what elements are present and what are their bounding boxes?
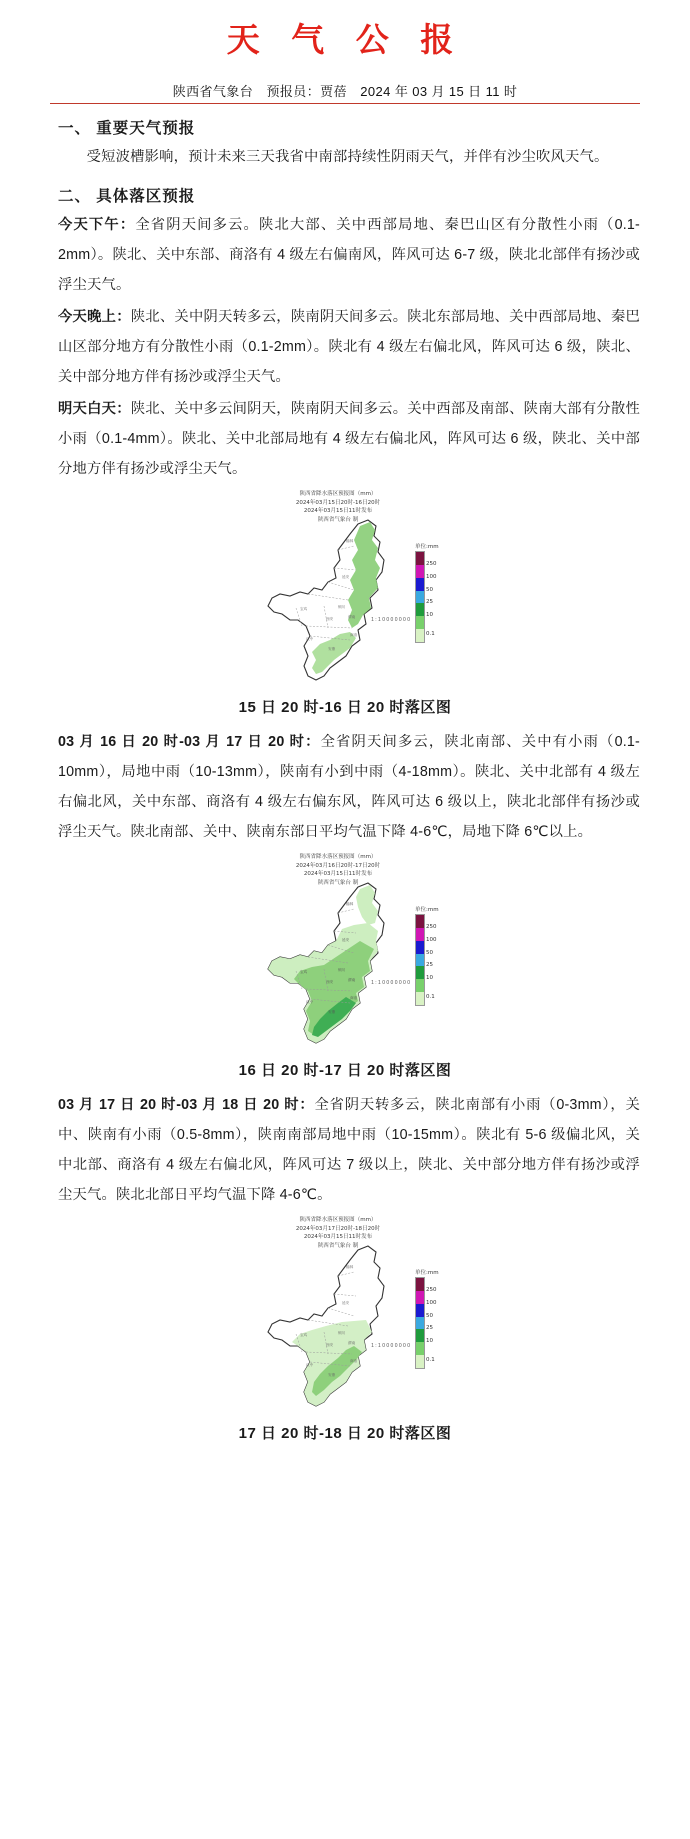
svg-text:安康: 安康 [328,1373,336,1377]
legend-tick: 25 [426,1325,433,1332]
svg-text:宝鸡: 宝鸡 [300,607,308,611]
svg-text:安康: 安康 [328,647,336,651]
map-caption-1: 15 日 20 时-16 日 20 时落区图 [238,699,452,716]
precip-legend-2 [371,905,454,1004]
legend-tick: 10 [426,1338,433,1345]
svg-text:商洛: 商洛 [350,1359,358,1363]
byline-rule [50,81,640,104]
forecast-label: 03 月 16 日 20 时-03 月 17 日 20 时： [58,734,321,750]
page-title: 天 气 公 报 [226,20,464,59]
svg-text:延安: 延安 [342,1301,350,1305]
precip-map-figure-3 [0,1216,690,1443]
svg-text:榆林: 榆林 [346,1265,354,1269]
legend-color-bar [415,914,425,1006]
legend-tick: 0.1 [426,630,435,637]
forecast-text: 全省阴天间多云，陕北南部、关中有小雨（0.1-10mm），局地中雨（10-13mm），陕南有小到中雨（4-18mm）。陕北、关中北部有 4 级左右偏北风，关中东部、商洛有 4 级左右偏东风，阵风可达 6 级以上，陕北北部伴有扬沙或浮尘天气。陕北南部、关中、陕南东部日平均气温下降 4-6℃，局地下降 6℃以上。 [58,734,640,840]
map-header-line: 陕西省气象台 制 [317,1241,359,1249]
section-heading-1: 一、 重要天气预报 [58,120,196,137]
shaanxi-province-map-3 [250,1242,420,1414]
map-caption-2: 16 日 20 时-17 日 20 时落区图 [238,1062,452,1079]
svg-text:西安: 西安 [326,617,334,621]
byline: 陕西省气象台 预报员：贾蓓 2024 年 03 月 15 日 11 时 [172,84,518,99]
legend-tick: 100 [426,1299,437,1306]
svg-text:榆林: 榆林 [346,539,354,543]
forecast-label: 今天晚上： [58,309,131,325]
legend-tick: 25 [426,599,433,606]
precip-map-1 [230,490,460,690]
svg-text:商洛: 商洛 [350,633,358,637]
forecast-label: 03 月 17 日 20 时-03 月 18 日 20 时： [58,1097,315,1113]
precip-map-figure-2 [0,853,690,1080]
svg-text:渭南: 渭南 [348,1341,356,1345]
legend-tick: 50 [426,586,433,593]
legend-color-bar [415,1277,425,1369]
svg-text:汉中: 汉中 [306,1363,314,1367]
svg-text:榆林: 榆林 [346,902,354,906]
svg-text:宝鸡: 宝鸡 [300,970,308,974]
svg-text:铜川: 铜川 [338,1331,346,1335]
forecast-today-afternoon [58,210,640,300]
svg-text:西安: 西安 [326,1343,334,1347]
legend-ticks [426,551,448,641]
forecast-label: 明天白天： [58,401,131,417]
forecast-text: 全省阴天转多云，陕北南部有小雨（0-3mm），关中、陕南有小雨（0.5-8mm），陕南南部局地中雨（10-15mm）。陕北有 5-6 级偏北风，关中北部、商洛有 4 级左右偏北风，阵风可达 7 级以上，陕北、关中部分地方伴有扬沙或浮尘天气。陕北北部日平均气温下降 4-6℃。 [58,1097,640,1203]
forecast-text: 陕北、关中多云间阴天，陕南阴天间多云。关中西部及南部、陕南大部有分散性小雨（0.1-4mm）。陕北、关中北部局地有 4 级左右偏北风，阵风可达 6 级，陕北、关中部分地方伴有扬沙或浮尘天气。 [58,401,641,477]
legend-tick: 250 [426,560,437,567]
legend-tick: 0.1 [426,993,435,1000]
legend-ticks [426,1277,448,1367]
svg-text:渭南: 渭南 [348,978,356,982]
map-scale-note: 1 : 1 0 0 0 0 0 0 0 [371,1343,410,1349]
forecast-16-to-17 [58,727,640,847]
legend-tick: 50 [426,949,433,956]
svg-text:延安: 延安 [342,575,350,579]
map-header-line: 陕西省气象台 制 [317,515,359,523]
legend-title: 单位:mm [415,907,439,913]
map-header-line: 2024年03月17日20时-18日20时 [295,1224,381,1232]
shaanxi-province-map-1 [250,516,420,688]
map-header-line: 陕西省气象台 制 [317,878,359,886]
legend-title: 单位:mm [415,1270,439,1276]
svg-text:安康: 安康 [328,1010,336,1014]
map-scale-note: 1 : 1 0 0 0 0 0 0 0 [371,980,410,986]
svg-text:西安: 西安 [326,980,334,984]
svg-text:铜川: 铜川 [338,605,346,609]
shaanxi-province-map-2 [250,879,420,1051]
precip-legend-3 [371,1268,454,1367]
legend-title: 单位:mm [415,544,439,550]
map-header-line: 陕西省降水落区预报图（mm） [299,490,377,497]
svg-text:商洛: 商洛 [350,996,358,1000]
legend-tick: 10 [426,975,433,982]
svg-text:渭南: 渭南 [348,615,356,619]
svg-text:宝鸡: 宝鸡 [300,1333,308,1337]
map-header-line: 2024年03月15日11时发布 [303,1233,373,1240]
map-header-line: 陕西省降水落区预报图（mm） [299,1216,377,1223]
svg-text:延安: 延安 [342,938,350,942]
map-header-line: 2024年03月16日20时-17日20时 [295,861,381,869]
precip-legend-1 [371,542,454,641]
legend-tick: 250 [426,923,437,930]
legend-tick: 250 [426,1286,437,1293]
legend-ticks [426,914,448,1004]
legend-tick: 100 [426,936,437,943]
map-header-line: 2024年03月15日11时发布 [303,507,373,514]
forecast-17-to-18 [58,1090,640,1210]
forecast-label: 今天下午： [58,217,136,233]
precip-map-3 [230,1216,460,1416]
forecast-text: 陕北、关中阴天转多云，陕南阴天间多云。陕北东部局地、关中西部局地、秦巴山区部分地方有分散性小雨（0.1-2mm）。陕北有 4 级左右偏北风，阵风可达 6 级，陕北、关中部分地方伴有扬沙或浮尘天气。 [58,309,641,385]
legend-tick: 100 [426,573,437,580]
legend-tick: 50 [426,1312,433,1319]
svg-text:汉中: 汉中 [306,1000,314,1004]
map-caption-3: 17 日 20 时-18 日 20 时落区图 [238,1425,452,1442]
forecast-text: 全省阴天间多云。陕北大部、关中西部局地、秦巴山区有分散性小雨（0.1-2mm）。陕北、关中东部、商洛有 4 级左右偏南风，阵风可达 6-7 级，陕北北部伴有扬沙或浮尘天气。 [58,217,641,293]
legend-tick: 0.1 [426,1356,435,1363]
map-header-line: 陕西省降水落区预报图（mm） [299,853,377,860]
precip-map-2 [230,853,460,1053]
precip-map-figure-1 [0,490,690,717]
legend-tick: 10 [426,612,433,619]
map-header-line: 2024年03月15日11时发布 [303,870,373,877]
map-scale-note: 1 : 1 0 0 0 0 0 0 0 [371,617,410,623]
map-header-line: 2024年03月15日20时-16日20时 [295,498,381,506]
forecast-today-evening [58,302,640,392]
legend-tick: 25 [426,962,433,969]
svg-text:汉中: 汉中 [306,637,314,641]
forecast-tomorrow-daytime [58,394,640,484]
legend-color-bar [415,551,425,643]
section-heading-2: 二、 具体落区预报 [58,188,196,205]
section-1-paragraph: 受短波槽影响，预计未来三天我省中南部持续性阴雨天气，并伴有沙尘吹风天气。 [86,149,609,165]
svg-text:铜川: 铜川 [338,968,346,972]
